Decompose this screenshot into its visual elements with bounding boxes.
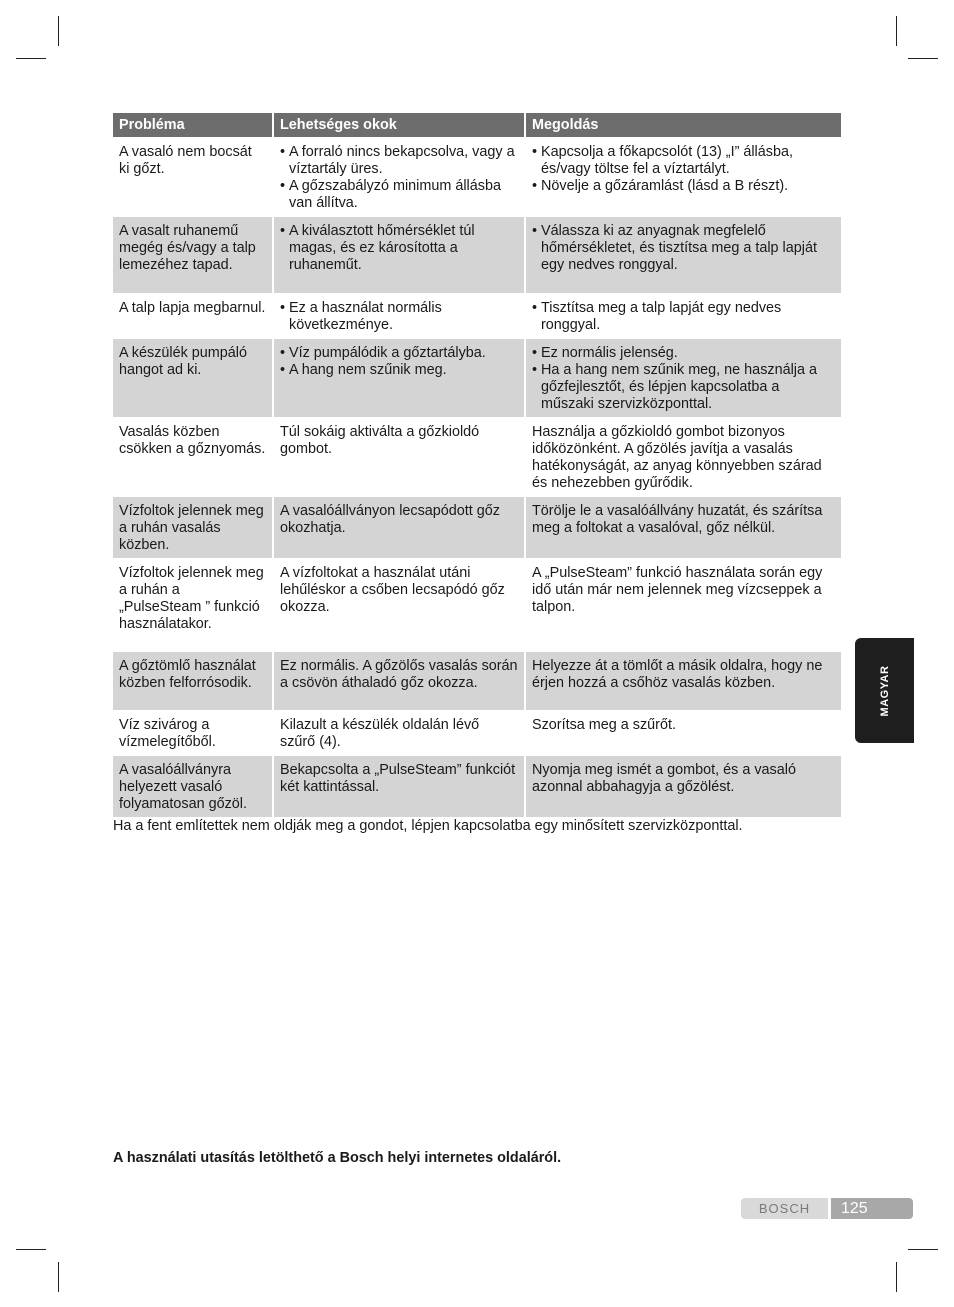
cause-item: • A forraló nincs bekapcsolva, vagy a víztartály üres.: [280, 144, 518, 178]
solution-cell: [526, 293, 841, 338]
solution-item: • Válassza ki az anyagnak megfelelő hőmérsékletet, és tisztítsa meg a talp lapját egy nedves ronggyal.: [532, 223, 835, 274]
problem-cell: A vasaló nem bocsát ki gőzt.: [113, 137, 274, 216]
service-note: Ha a fent említettek nem oldják meg a gondot, lépjen kapcsolatba egy minősített szervizközponttal.: [113, 818, 743, 834]
table-row: [113, 710, 841, 755]
crop-mark: [58, 1262, 59, 1292]
download-note: A használati utasítás letölthető a Bosch helyi internetes oldaláról.: [113, 1150, 562, 1166]
causes-cell: Ez normális. A gőzölős vasalás során a csövön áthaladó gőz okozza.: [274, 651, 526, 710]
problem-cell: Vízfoltok jelennek meg a ruhán vasalás közben.: [113, 496, 274, 558]
cause-item: • A hang nem szűnik meg.: [280, 362, 518, 379]
solution-cell: [526, 338, 841, 417]
cause-item: • A kiválasztott hőmérséklet túl magas, és ez károsította a ruhaneműt.: [280, 223, 518, 274]
crop-mark: [908, 1249, 938, 1250]
crop-mark: [896, 16, 897, 46]
cause-item: • Víz pumpálódik a gőztartályba.: [280, 345, 518, 362]
problem-cell: A vasalóállványra helyezett vasaló folyamatosan gőzöl.: [113, 755, 274, 817]
crop-mark: [16, 1249, 46, 1250]
causes-cell: [274, 137, 526, 216]
solution-item: • Ha a hang nem szűnik meg, ne használja a gőzfejlesztőt, és lépjen kapcsolatba a műszaki szervizközponttal.: [532, 362, 835, 413]
crop-mark: [908, 58, 938, 59]
solution-cell: Használja a gőzkioldó gombot bizonyos időközönként. A gőzölés javítja a vasalás hatékonyságát, az anyag könnyebben szárad és nehezebben gyűrődik.: [526, 417, 841, 496]
causes-cell: [274, 216, 526, 293]
causes-cell: A vasalóállványon lecsapódott gőz okozhatja.: [274, 496, 526, 558]
table-row: [113, 338, 841, 417]
table-row: [113, 651, 841, 710]
table-row: [113, 293, 841, 338]
table-row: [113, 417, 841, 496]
page-number-box: [831, 1198, 913, 1219]
solution-cell: [526, 137, 841, 216]
table-row: [113, 558, 841, 651]
causes-cell: [274, 293, 526, 338]
column-header-solution: Megoldás: [526, 113, 841, 137]
footer-brand: BOSCH: [741, 1198, 828, 1219]
language-tab-label: MAGYAR: [878, 665, 891, 716]
causes-cell: Bekapcsolta a „PulseSteam” funkciót két kattintással.: [274, 755, 526, 817]
crop-mark: [58, 16, 59, 46]
table-row: [113, 755, 841, 817]
cause-item: • Ez a használat normális következménye.: [280, 300, 518, 334]
page-number: 125: [841, 1200, 868, 1217]
column-header-causes: Lehetséges okok: [274, 113, 526, 137]
causes-cell: [274, 338, 526, 417]
problem-cell: Vasalás közben csökken a gőznyomás.: [113, 417, 274, 496]
solution-item: • Kapcsolja a főkapcsolót (13) „I” állásba, és/vagy töltse fel a víztartályt.: [532, 144, 835, 178]
crop-mark: [16, 58, 46, 59]
column-header-problem: Probléma: [113, 113, 274, 137]
cause-item: • A gőzszabályzó minimum állásba van állítva.: [280, 178, 518, 212]
solution-item: • Tisztítsa meg a talp lapját egy nedves ronggyal.: [532, 300, 835, 334]
causes-cell: Túl sokáig aktiválta a gőzkioldó gombot.: [274, 417, 526, 496]
solution-cell: Törölje le a vasalóállvány huzatát, és szárítsa meg a foltokat a vasalóval, gőz nélkül.: [526, 496, 841, 558]
causes-cell: A vízfoltokat a használat utáni lehűléskor a csőben lecsapódó gőz okozza.: [274, 558, 526, 651]
causes-cell: Kilazult a készülék oldalán lévő szűrő (4).: [274, 710, 526, 755]
solution-cell: Helyezze át a tömlőt a másik oldalra, hogy ne érjen hozzá a csőhöz vasalás közben.: [526, 651, 841, 710]
solution-item: • Növelje a gőzáramlást (lásd a B részt).: [532, 178, 835, 195]
solution-cell: Nyomja meg ismét a gombot, és a vasaló azonnal abbahagyja a gőzölést.: [526, 755, 841, 817]
solution-item: • Ez normális jelenség.: [532, 345, 835, 362]
table-header-row: [113, 113, 841, 137]
problem-cell: A gőztömlő használat közben felforrósodik.: [113, 651, 274, 710]
problem-cell: Vízfoltok jelennek meg a ruhán a „PulseSteam ” funkció használatakor.: [113, 558, 274, 651]
problem-cell: A készülék pumpáló hangot ad ki.: [113, 338, 274, 417]
problem-cell: A vasalt ruhanemű megég és/vagy a talp lemezéhez tapad.: [113, 216, 274, 293]
troubleshooting-table: [113, 113, 841, 817]
language-tab: [855, 638, 914, 743]
table-row: [113, 216, 841, 293]
solution-cell: [526, 216, 841, 293]
solution-cell: A „PulseSteam” funkció használata során egy idő után már nem jelennek meg vízcseppek a talpon.: [526, 558, 841, 651]
problem-cell: Víz szivárog a vízmelegítőből.: [113, 710, 274, 755]
solution-cell: Szorítsa meg a szűrőt.: [526, 710, 841, 755]
table-row: [113, 137, 841, 216]
problem-cell: A talp lapja megbarnul.: [113, 293, 274, 338]
crop-mark: [896, 1262, 897, 1292]
table-row: [113, 496, 841, 558]
